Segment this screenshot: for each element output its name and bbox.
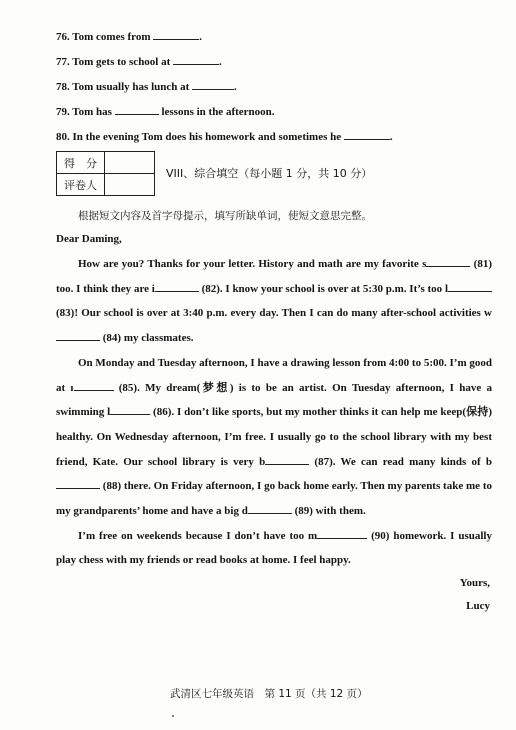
score-cell[interactable] [105, 152, 155, 174]
instructions: 根据短文内容及首字母提示，填写所缺单词，使短文意思完整。 [78, 210, 372, 222]
answer-blank[interactable] [173, 55, 219, 65]
blank-86[interactable] [110, 405, 150, 415]
blank-88[interactable] [56, 479, 100, 489]
question-79: 79. Tom has lessons in the afternoon. [56, 106, 275, 118]
page-footer: 武清区七年级英语 第 11 页（共 12 页） [170, 688, 368, 700]
blank-87[interactable] [265, 455, 309, 465]
answer-blank[interactable] [344, 130, 390, 140]
blank-85[interactable] [74, 381, 114, 391]
section-title: VIII、综合填空（每小题 1 分，共 10 分） [166, 167, 373, 180]
grader-label: 评卷人 [57, 174, 105, 196]
blank-81[interactable] [426, 257, 470, 267]
blank-82[interactable] [155, 282, 199, 292]
blank-84[interactable] [56, 331, 100, 341]
question-76: 76. Tom comes from . [56, 31, 203, 43]
blank-83[interactable] [448, 282, 492, 292]
blank-90[interactable] [317, 529, 367, 539]
score-label: 得 分 [57, 152, 105, 174]
score-table [56, 151, 155, 196]
paragraph-2: On Monday and Tuesday afternoon, I have a drawing lesson from 4:00 to 5:00. I’m good at ı (85). My dream(梦想) is to be an artist. On Tuesday afternoon, I have a swimming l (86). I don’t like sports, but my mother thinks it can help me keep(保持) healthy. On Wednesday afternoon, I’m free. I usually go to the school library with my best friend, Kate. Our school library is very b (87). We can read many kinds of b (88) there. On Friday afternoon, I go back home early. Then my parents take me to my grandparents’ home and have a big d (89) with them. [56, 356, 492, 518]
question-78: 78. Tom usually has lunch at . [56, 81, 237, 93]
answer-blank[interactable] [115, 105, 159, 115]
closing: Yours, [459, 577, 490, 589]
question-77: 77. Tom gets to school at . [56, 56, 222, 68]
paragraph-3: I’m free on weekends because I don’t have too m (90) homework. I usually play chess with my friends or read books at home. I feel happy. [56, 529, 492, 567]
answer-blank[interactable] [153, 30, 199, 40]
greeting: Dear Daming, [56, 233, 122, 245]
paragraph-1: How are you? Thanks for your letter. History and math are my favorite s (81) too. I think they are i (82). I know your school is over at 5:30 p.m. It’s too l (83)! Our school is over at 3:40 p.m. every day. Then I can do many after-school activities w (84) my classmates. [56, 258, 493, 345]
answer-blank[interactable] [192, 80, 234, 90]
signature: Lucy [466, 600, 490, 612]
blank-89[interactable] [248, 504, 292, 514]
letter-body [56, 252, 492, 573]
scan-dot [172, 715, 174, 717]
question-80: 80. In the evening Tom does his homework and sometimes he . [56, 131, 393, 143]
grader-cell[interactable] [105, 174, 155, 196]
